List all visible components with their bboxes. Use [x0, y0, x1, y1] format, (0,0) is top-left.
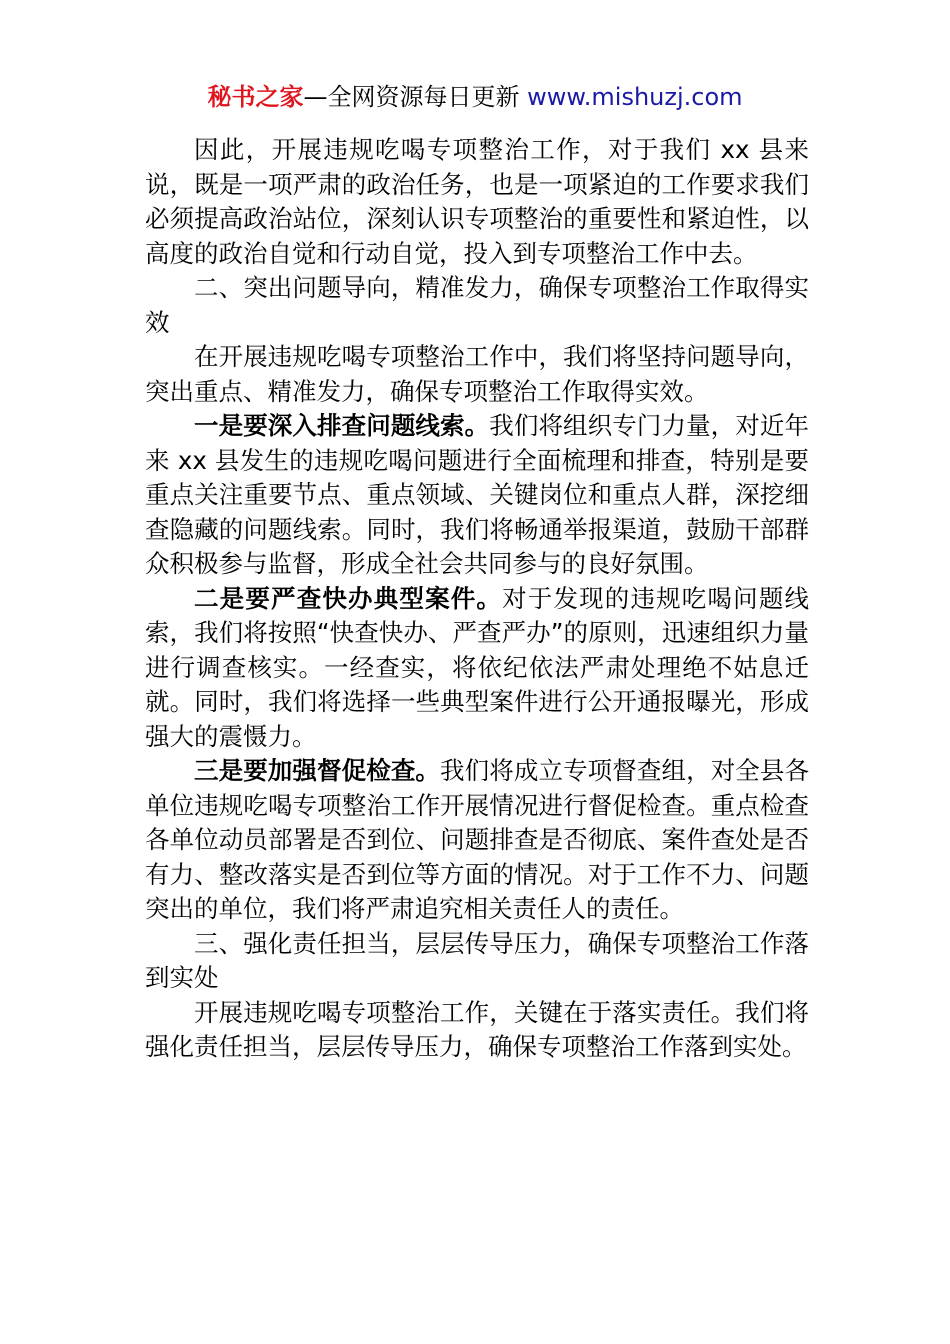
section-heading-text: 二、突出问题导向，精准发力，确保专项整治工作取得实效 [145, 273, 809, 337]
site-tagline: —全网资源每日更新 [303, 83, 528, 111]
paragraph-text: 在开展违规吃喝专项整治工作中，我们将坚持问题导向，突出重点、精准发力，确保专项整治工作取得实效。 [145, 342, 809, 406]
section-heading-2 [145, 271, 809, 340]
paragraph-text: 因此，开展违规吃喝专项整治工作，对于我们 xx 县来说，既是一项严肃的政治任务，也是一项紧迫的工作要求我们必须提高政治站位，深刻认识专项整治的重要性和紧迫性，以高度的政治自觉和行动自觉，投入到专项整治工作中去。 [145, 135, 809, 268]
paragraph-text: 开展违规吃喝专项整治工作，关键在于落实责任。我们将强化责任担当，层层传导压力，确保专项整治工作落到实处。 [145, 997, 809, 1061]
paragraph-point-3 [145, 754, 809, 927]
paragraph-intro-3 [145, 996, 809, 1065]
site-brand: 秘书之家 [207, 83, 304, 111]
section-heading-text: 三、强化责任担当，层层传导压力，确保专项整治工作落到实处 [145, 928, 809, 992]
site-banner [0, 80, 950, 114]
paragraph-text: 对于发现的违规吃喝问题线索，我们将按照“快查快办、严查严办”的原则，迅速组织力量进行调查核实。一经查实，将依纪依法严肃处理绝不姑息迁就。同时，我们将选择一些典型案件进行公开通报曝光，形成强大的震慑力。 [145, 583, 810, 751]
paragraph-conclusion [145, 133, 809, 271]
site-url-link[interactable]: www.mishuzj.com [527, 83, 743, 111]
paragraph-intro-2 [145, 340, 809, 409]
paragraph-point-2 [145, 582, 809, 755]
section-heading-3 [145, 927, 809, 996]
point-lead-1: 一是要深入排查问题线索。 [194, 411, 490, 440]
paragraph-text: 我们将组织专门力量，对近年来 xx 县发生的违规吃喝问题进行全面梳理和排查，特别是要重点关注重要节点、重点领域、关键岗位和重点人群，深挖细查隐藏的问题线索。同时，我们将畅通举报渠道，鼓励干部群众积极参与监督，形成全社会共同参与的良好氛围。 [145, 411, 809, 578]
document-body [145, 133, 809, 1065]
paragraph-text: 我们将成立专项督查组，对全县各单位违规吃喝专项整治工作开展情况进行督促检查。重点检查各单位动员部署是否到位、问题排查是否彻底、案件查处是否有力、整改落实是否到位等方面的情况。对于工作不力、问题突出的单位，我们将严肃追究相关责任人的责任。 [145, 756, 810, 923]
paragraph-point-1 [145, 409, 809, 582]
point-lead-2: 二是要严查快办典型案件。 [194, 583, 503, 613]
point-lead-3: 三是要加强督促检查。 [194, 756, 441, 785]
